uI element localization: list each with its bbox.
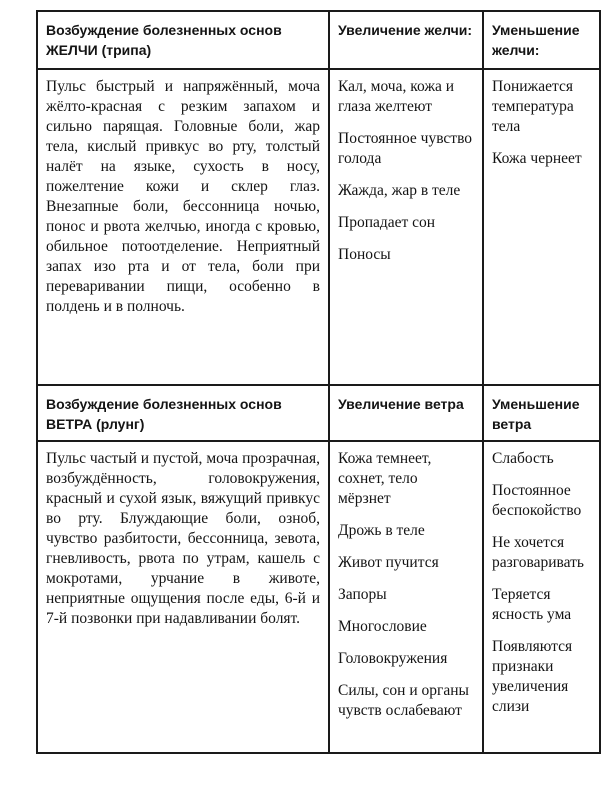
bile-increase-item: Кал, моча, кожа и глаза желтеют xyxy=(338,78,455,115)
wind-increase-item: Силы, сон и органы чувств ослабевают xyxy=(338,682,469,719)
wind-decrease-item: Теряется ясность ума xyxy=(492,586,572,623)
wind-increase-item: Многословие xyxy=(338,618,427,635)
wind-symptoms-cell xyxy=(37,441,329,753)
bile-increase-item: Пропадает сон xyxy=(338,214,436,231)
wind-increase-item: Кожа темнеет, сохнет, тело мёрзнет xyxy=(338,450,432,507)
wind-increase-cell xyxy=(329,441,483,753)
bile-header-row xyxy=(37,11,600,69)
bile-increase-item: Постоянное чувство голода xyxy=(338,130,473,167)
wind-increase-header: Увеличение ветра xyxy=(329,385,483,441)
bile-increase-header: Увеличение желчи: xyxy=(329,11,483,69)
wind-decrease-item: Слабость xyxy=(492,450,554,467)
bile-increase-item: Поносы xyxy=(338,246,391,263)
wind-section-header: Возбуждение болезненных основ ВЕТРА (рлунг) xyxy=(37,385,329,441)
symptoms-table xyxy=(36,10,601,754)
wind-decrease-item: Появляются признаки увеличения слизи xyxy=(492,638,573,715)
wind-decrease-header: Уменьшение ветра xyxy=(483,385,600,441)
wind-decrease-item: Не хочется разговаривать xyxy=(492,534,584,571)
wind-increase-item: Живот пучится xyxy=(338,554,439,571)
bile-symptoms-cell xyxy=(37,69,329,385)
wind-symptoms-text: Пульс частый и пустой, моча прозрачная, возбуждённость, головокружения, красный и сухой язык, вяжущий привкус во рту. Блуждающие боли, озноб, чувство разбитости, бессонница, зевота, гневливость, рвота по утрам, кашель с мокротами, урчание в животе, неприятные ощущения после еды, 6-й и 7-й позвонки при надавливании болят. xyxy=(46,450,320,627)
bile-decrease-item: Кожа чернеет xyxy=(492,150,582,167)
wind-decrease-cell xyxy=(483,441,600,753)
bile-increase-cell xyxy=(329,69,483,385)
wind-increase-item: Запоры xyxy=(338,586,387,603)
wind-body-row xyxy=(37,441,600,753)
wind-decrease-item: Постоянное беспокойство xyxy=(492,482,582,519)
wind-increase-item: Головокружения xyxy=(338,650,448,667)
bile-section-header: Возбуждение болезненных основ ЖЕЛЧИ (трипа) xyxy=(37,11,329,69)
wind-header-row xyxy=(37,385,600,441)
wind-increase-item: Дрожь в теле xyxy=(338,522,425,539)
bile-body-row xyxy=(37,69,600,385)
bile-symptoms-text: Пульс быстрый и напряжённый, моча жёлто-красная с резким запахом и сильно парящая. Головные боли, жар тела, кислый привкус во рту, толстый налёт на языке, сухость в носу, пожелтение кожи и склер глаз. Внезапные боли, бессонница ночью, понос и рвота желчью, иногда с кровью, обильное потоотделение. Неприятный запах изо рта и от тела, боли при переваривании пищи, особенно в полдень и в полночь. xyxy=(46,78,320,315)
bile-increase-item: Жажда, жар в теле xyxy=(338,182,461,199)
bile-decrease-cell xyxy=(483,69,600,385)
bile-decrease-header: Уменьшение желчи: xyxy=(483,11,600,69)
bile-decrease-item: Понижается температура тела xyxy=(492,78,574,135)
